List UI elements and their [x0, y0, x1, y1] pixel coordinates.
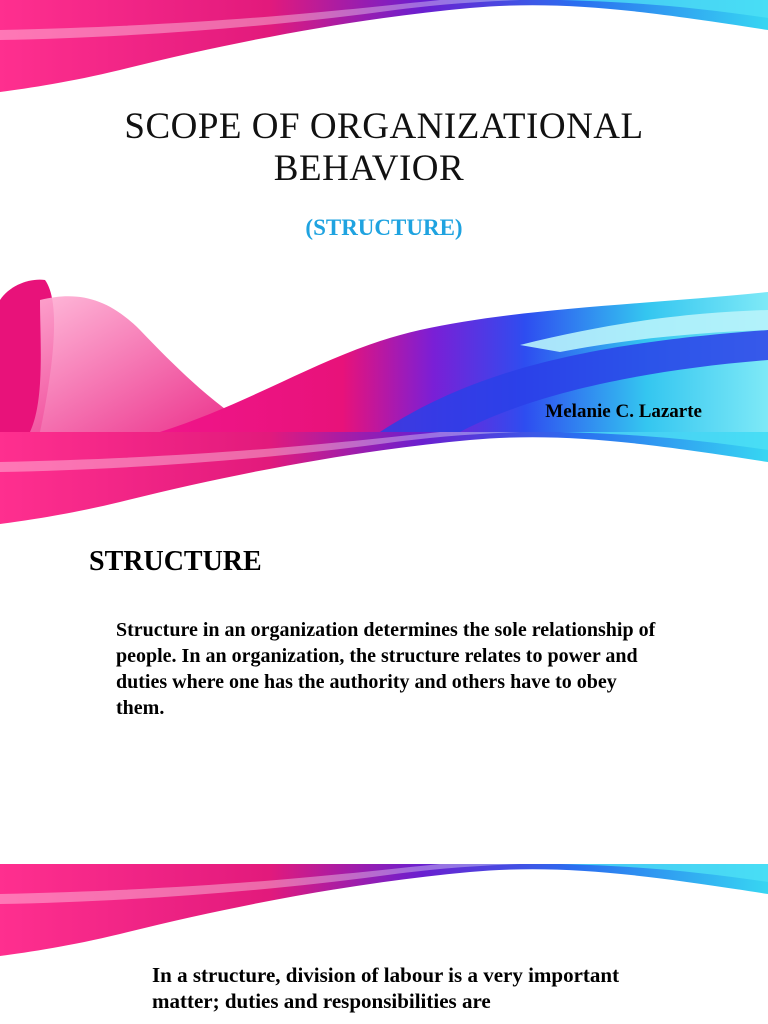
slide-body-text: In a structure, division of labour is a very important matter; duties and responsibilities are — [152, 963, 620, 1013]
content-slide-division-of-labour — [0, 864, 768, 1024]
title-line-1: SCOPE OF ORGANIZATIONAL — [124, 106, 644, 147]
slide-heading: STRUCTURE — [89, 546, 262, 577]
content-slide-structure — [0, 432, 768, 864]
wave-decoration — [0, 432, 768, 552]
author-name: Melanie C. Lazarte — [545, 401, 702, 422]
slide-body-text: Structure in an organization determines the sole relationship of people. In an organization, the structure relates to power and duties where one has the authority and others have to obey them. — [116, 619, 656, 719]
slide-subtitle: (STRUCTURE) — [305, 215, 463, 240]
title-line-2: BEHAVIOR — [273, 148, 465, 189]
title-slide — [0, 0, 768, 432]
slide-title — [0, 106, 768, 190]
